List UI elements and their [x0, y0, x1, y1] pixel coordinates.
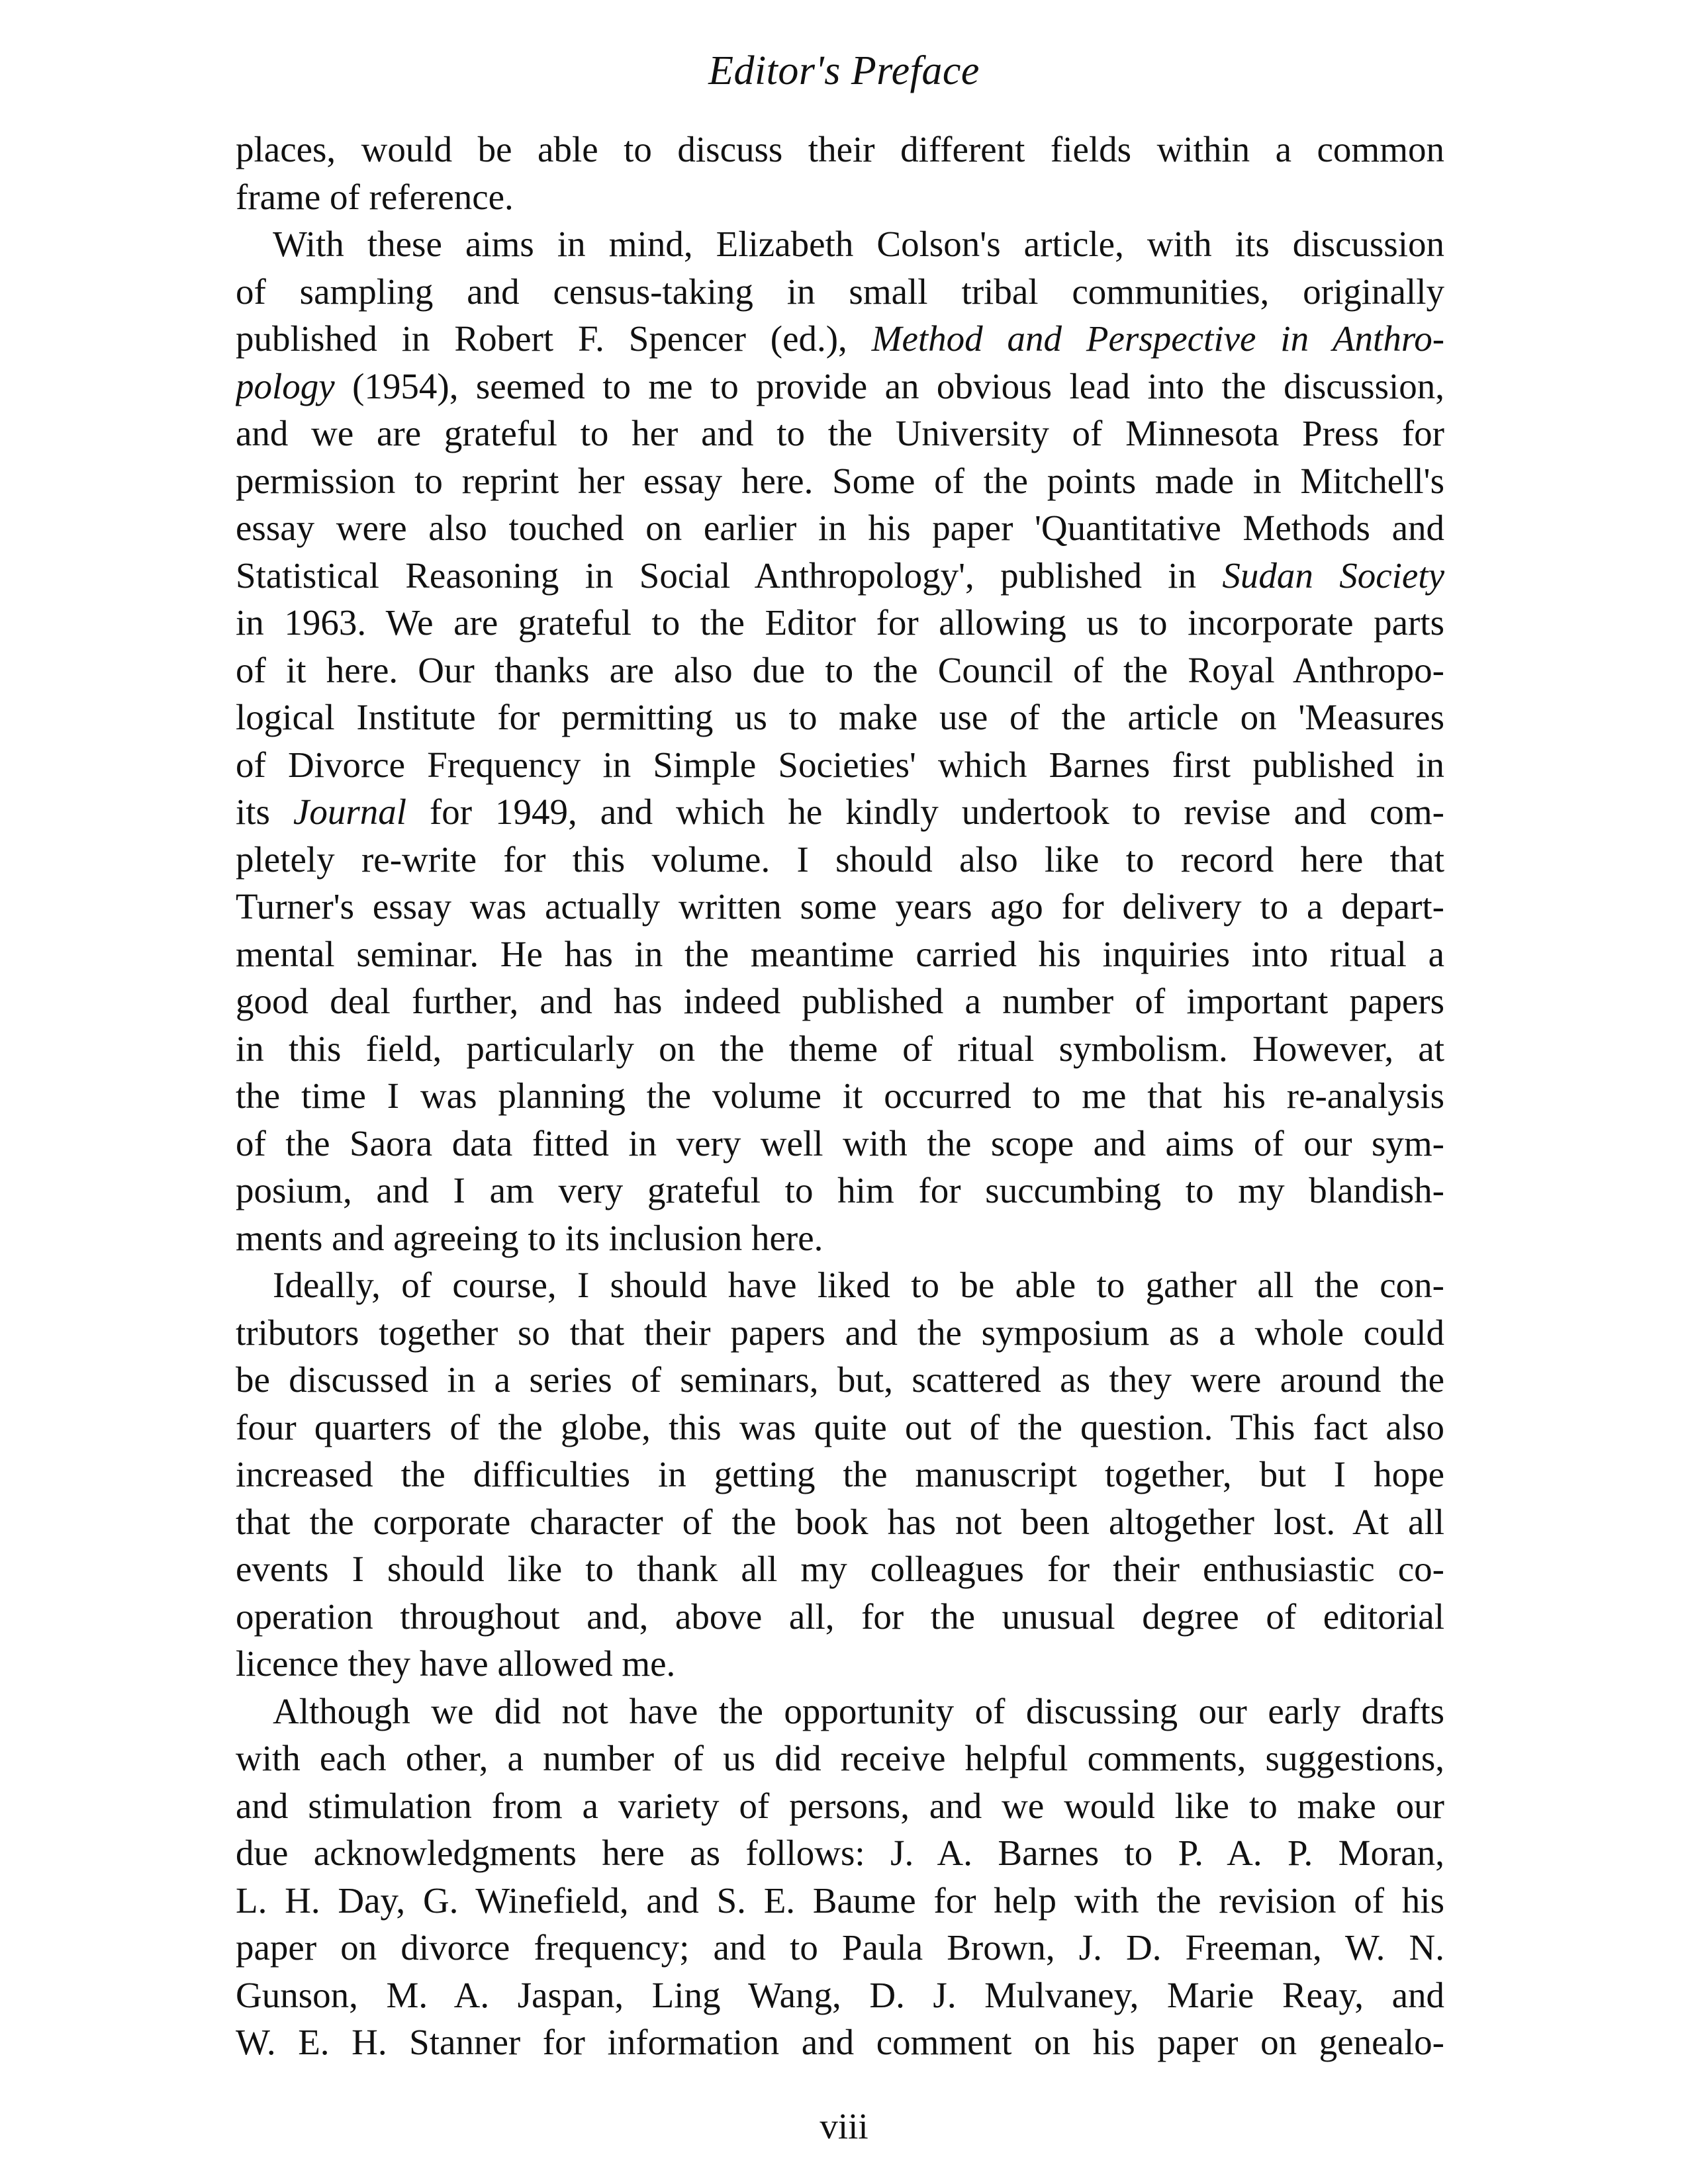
- text-line: due acknowledgments here as follows: J. A. Barnes to P. A. P. Moran,: [236, 1833, 1444, 1873]
- text-line: and we are grateful to her and to the University of Minnesota Press for: [236, 413, 1444, 453]
- text-line: [236, 315, 1444, 363]
- text-line: of the Saora data fitted in very well with the scope and aims of our sym-: [236, 1122, 1444, 1163]
- text-line: Turner's essay was actually written some years ago for delivery to a depart-: [236, 886, 1444, 927]
- text-line: of it here. Our thanks are also due to the Council of the Royal Anthropo-: [236, 649, 1444, 690]
- text-line: ments and agreeing to its inclusion here.: [236, 1217, 823, 1258]
- text-line: events I should like to thank all my colleagues for their enthusiastic co-: [236, 1549, 1444, 1589]
- text-run: published in Robert F. Spencer (ed.),: [236, 318, 872, 359]
- body-text: [236, 126, 1444, 2066]
- text-line: of Divorce Frequency in Simple Societies' which Barnes first published in: [236, 744, 1444, 785]
- text-line: mental seminar. He has in the meantime carried his inquiries into ritual a: [236, 933, 1444, 974]
- text-line: good deal further, and has indeed published a number of important papers: [236, 981, 1444, 1021]
- text-run: its: [236, 792, 293, 832]
- text-run: for 1949, and which he kindly undertook to revise and com-: [406, 792, 1444, 832]
- text-line: posium, and I am very grateful to him for succumbing to my blandish-: [236, 1170, 1444, 1210]
- text-line: in 1963. We are grateful to the Editor for allowing us to incorporate parts: [236, 602, 1444, 643]
- text-line: [236, 788, 1444, 836]
- text-line: [236, 552, 1444, 600]
- text-line: Ideally, of course, I should have liked to be able to gather all the con-: [273, 1265, 1444, 1305]
- text-line: W. E. H. Stanner for information and comment on his paper on genealo-: [236, 2022, 1444, 2062]
- text-line: the time I was planning the volume it occurred to me that his re-analysis: [236, 1075, 1444, 1116]
- text-line: tributors together so that their papers and the symposium as a whole could: [236, 1312, 1444, 1353]
- italic-title: pology: [236, 365, 335, 406]
- text-line: permission to reprint her essay here. Some of the points made in Mitchell's: [236, 460, 1444, 501]
- text-line: paper on divorce frequency; and to Paula Brown, J. D. Freeman, W. N.: [236, 1927, 1444, 1968]
- text-line: four quarters of the globe, this was quite out of the question. This fact also: [236, 1406, 1444, 1447]
- text-line: that the corporate character of the book has not been altogether lost. At all: [236, 1501, 1444, 1542]
- text-line: with each other, a number of us did receive helpful comments, suggestions,: [236, 1738, 1444, 1778]
- italic-title: Sudan Society: [1222, 555, 1444, 596]
- text-line: essay were also touched on earlier in his paper 'Quantitative Methods and: [236, 508, 1444, 548]
- text-line: [236, 363, 1444, 410]
- running-head: Editor's Preface: [708, 48, 980, 93]
- italic-title: Journal: [293, 792, 407, 832]
- text-line: be discussed in a series of seminars, but, scattered as they were around the: [236, 1359, 1444, 1400]
- text-run: Statistical Reasoning in Social Anthropology', published in: [236, 555, 1223, 596]
- text-line: operation throughout and, above all, for the unusual degree of editorial: [236, 1596, 1444, 1637]
- text-line: increased the difficulties in getting the manuscript together, but I hope: [236, 1454, 1444, 1494]
- text-line: logical Institute for permitting us to make use of the article on 'Measures: [236, 697, 1444, 737]
- text-line: and stimulation from a variety of persons, and we would like to make our: [236, 1785, 1444, 1826]
- text-line: frame of reference.: [236, 176, 514, 217]
- page-number: viii: [820, 2106, 868, 2146]
- text-line: Gunson, M. A. Jaspan, Ling Wang, D. J. Mulvaney, Marie Reay, and: [236, 1974, 1444, 2015]
- text-line: pletely re-write for this volume. I should also like to record here that: [236, 839, 1444, 880]
- italic-title: Method and Perspective in Anthro-: [871, 318, 1444, 359]
- text-run: (1954), seemed to me to provide an obvious lead into the discussion,: [334, 365, 1444, 406]
- text-line: With these aims in mind, Elizabeth Colson's article, with its discussion: [273, 224, 1444, 264]
- text-line: Although we did not have the opportunity of discussing our early drafts: [273, 1690, 1444, 1731]
- text-line: licence they have allowed me.: [236, 1643, 676, 1684]
- text-line: of sampling and census-taking in small tribal communities, originally: [236, 271, 1444, 312]
- text-line: places, would be able to discuss their different fields within a common: [236, 129, 1444, 169]
- text-line: L. H. Day, G. Winefield, and S. E. Baume for help with the revision of his: [236, 1880, 1444, 1921]
- text-line: in this field, particularly on the theme of ritual symbolism. However, at: [236, 1028, 1444, 1069]
